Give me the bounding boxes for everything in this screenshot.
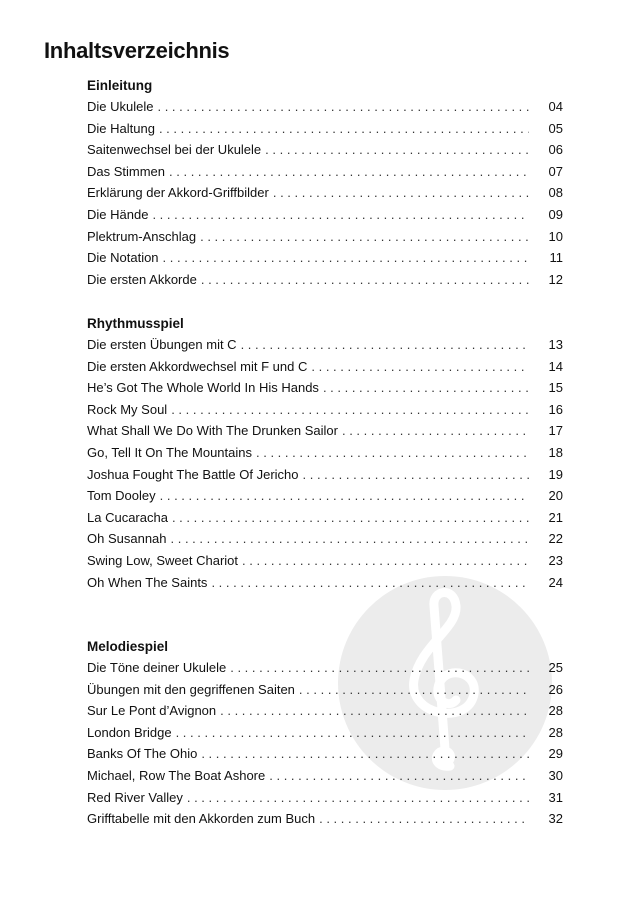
dot-leader (230, 657, 529, 679)
toc-entry-title: Die Haltung (87, 120, 155, 136)
toc-section (87, 314, 563, 593)
toc-entry-title: Die ersten Übungen mit C (87, 337, 237, 352)
dot-leader (323, 377, 529, 399)
toc-entry-title: Oh When The Saints (87, 574, 208, 590)
toc-entry (87, 161, 563, 183)
toc-entry-page-number: 26 (548, 681, 563, 697)
dot-leader (171, 528, 529, 550)
toc-entry (87, 507, 563, 529)
toc-entry-title: Die Notation (87, 250, 159, 266)
toc-entry-title: Die ersten Akkordwechsel mit F und C (87, 358, 308, 374)
toc-entry-page-number: 30 (548, 767, 563, 783)
toc-entry-title: What Shall We Do With The Drunken Sailor (87, 423, 338, 439)
toc-entry-page-number: 06 (548, 142, 563, 158)
dot-leader (273, 182, 529, 204)
toc-entry (87, 657, 563, 679)
dot-leader (157, 96, 529, 118)
toc-entry-page-number: 21 (548, 509, 563, 525)
dot-leader (269, 765, 529, 787)
toc-entry-page-number: 11 (549, 250, 563, 266)
toc-entry-page-number: 04 (548, 99, 563, 114)
toc-entry (87, 334, 563, 356)
dot-leader (242, 550, 529, 572)
toc-entry (87, 118, 563, 140)
toc-entry (87, 679, 563, 701)
toc-entry (87, 700, 563, 722)
dot-leader (163, 247, 529, 269)
dot-leader (201, 269, 529, 291)
toc-entry-title: Red River Valley (87, 789, 183, 805)
toc-entry-title: Die Ukulele (87, 99, 154, 114)
toc-entry (87, 182, 563, 204)
toc-list (87, 657, 563, 830)
toc-entry-title: Joshua Fought The Battle Of Jericho (87, 466, 299, 482)
section-heading: Rhythmusspiel (87, 316, 184, 331)
dot-leader (152, 204, 529, 226)
toc-entry (87, 550, 563, 572)
toc-entry (87, 420, 563, 442)
dot-leader (187, 787, 529, 809)
toc-entry-title: Michael, Row The Boat Ashore (87, 767, 266, 783)
dot-leader (172, 507, 529, 529)
toc-entry-title: London Bridge (87, 724, 172, 740)
toc-entry (87, 377, 563, 399)
toc-list (87, 334, 563, 593)
toc-entry-title: Plektrum-Anschlag (87, 228, 197, 244)
toc-entry (87, 269, 563, 291)
dot-leader (220, 700, 529, 722)
toc-entry (87, 139, 563, 161)
toc-entry-title: Die Töne deiner Ukulele (87, 660, 227, 675)
toc-entry-page-number: 25 (548, 660, 563, 675)
toc-entry-title: Swing Low, Sweet Chariot (87, 552, 239, 568)
toc-entry (87, 787, 563, 809)
toc-entry-page-number: 14 (548, 358, 563, 374)
toc-entry (87, 722, 563, 744)
toc-entry-title: Oh Susannah (87, 531, 167, 547)
toc-entry-page-number: 28 (548, 703, 563, 719)
toc-entry-page-number: 09 (548, 206, 563, 222)
toc-entry-page-number: 07 (548, 163, 563, 179)
toc-entry-page-number: 13 (548, 337, 563, 352)
toc-entry-page-number: 17 (548, 423, 563, 439)
toc-entry-title: He’s Got The Whole World In His Hands (87, 380, 319, 396)
toc-entry-page-number: 31 (548, 789, 563, 805)
toc-entry-page-number: 18 (548, 444, 563, 460)
toc-entry (87, 399, 563, 421)
toc-entry-title: Go, Tell It On The Mountains (87, 444, 252, 460)
dot-leader (299, 679, 529, 701)
section-heading: Melodiespiel (87, 639, 169, 654)
toc-entry-page-number: 15 (548, 380, 563, 396)
toc-entry (87, 226, 563, 248)
dot-leader (201, 743, 529, 765)
toc-entry-page-number: 19 (548, 466, 563, 482)
section-heading: Einleitung (87, 78, 153, 93)
dot-leader (160, 485, 529, 507)
toc-entry-title: Rock My Soul (87, 401, 168, 417)
toc-entry-title: La Cucaracha (87, 509, 168, 525)
toc-entry (87, 572, 563, 594)
toc-entry (87, 96, 563, 118)
dot-leader (319, 808, 529, 830)
toc-entry (87, 485, 563, 507)
toc-entry-title: Saitenwechsel bei der Ukulele (87, 142, 262, 158)
toc-entry-page-number: 24 (548, 574, 563, 590)
toc-entry-page-number: 20 (548, 488, 563, 504)
dot-leader (241, 334, 529, 356)
dot-leader (311, 356, 529, 378)
toc-entry-page-number: 23 (548, 552, 563, 568)
toc-entry-page-number: 05 (548, 120, 563, 136)
toc-entry-title: Grifftabelle mit den Akkorden zum Buch (87, 811, 316, 827)
toc-list (87, 96, 563, 290)
toc-entry (87, 528, 563, 550)
page-title: Inhaltsverzeichnis (44, 38, 230, 63)
dot-leader (200, 226, 529, 248)
toc-entry-page-number: 12 (548, 271, 563, 287)
toc-entry (87, 808, 563, 830)
dot-leader (256, 442, 529, 464)
toc-entry-title: Übungen mit den gegriffenen Saiten (87, 681, 295, 697)
toc-entry (87, 765, 563, 787)
toc-section (87, 76, 563, 290)
toc-entry-title: Das Stimmen (87, 163, 166, 179)
toc-entry-page-number: 32 (548, 811, 563, 827)
toc-entry-page-number: 22 (548, 531, 563, 547)
toc-entry-page-number: 16 (548, 401, 563, 417)
dot-leader (176, 722, 529, 744)
toc-entry (87, 356, 563, 378)
dot-leader (171, 399, 529, 421)
toc-entry-title: Tom Dooley (87, 488, 156, 504)
toc-entry-title: Die ersten Akkorde (87, 271, 197, 287)
toc-entry-page-number: 10 (548, 228, 563, 244)
toc-entry-title: Banks Of The Ohio (87, 746, 198, 762)
toc-entry (87, 743, 563, 765)
dot-leader (211, 572, 529, 594)
toc-entry (87, 442, 563, 464)
toc-entry (87, 204, 563, 226)
toc-entry (87, 247, 563, 269)
toc-section (87, 637, 563, 830)
toc-entry-title: Sur Le Pont d’Avignon (87, 703, 217, 719)
toc-entry-page-number: 29 (548, 746, 563, 762)
dot-leader (303, 464, 530, 486)
dot-leader (169, 161, 529, 183)
toc-entry-title: Erklärung der Akkord-Griffbilder (87, 185, 269, 201)
dot-leader (265, 139, 529, 161)
toc-entry-page-number: 28 (548, 724, 563, 740)
toc-entry-page-number: 08 (548, 185, 563, 201)
dot-leader (159, 118, 529, 140)
dot-leader (342, 420, 529, 442)
toc-entry (87, 464, 563, 486)
toc-entry-title: Die Hände (87, 206, 149, 222)
